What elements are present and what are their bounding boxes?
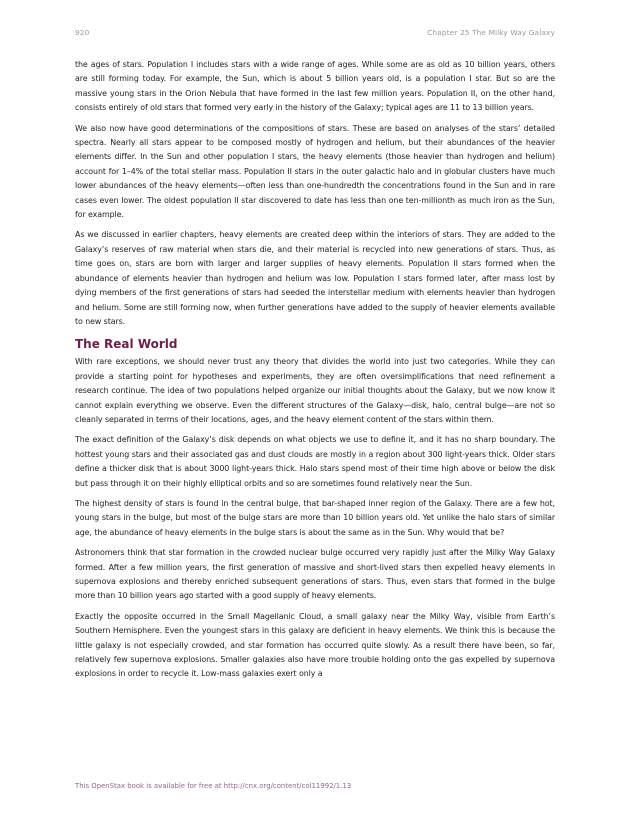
body-paragraph: The highest density of stars is found in the central bulge, that bar-shaped inner region of the Galaxy. There are a few hot, young stars in the bulge, but most of the bulge stars are more than 10 billion years old. Yet unlike the halo stars of similar age, the abundance of heavy elements in the bulge stars is about the same as in the Sun. Why would that be? [75, 498, 555, 537]
page-footer: This OpenStax book is available for free at http://cnx.org/content/col11992/1.13 [75, 782, 352, 790]
chapter-title: Chapter 25 The Milky Way Galaxy [427, 28, 555, 37]
body-paragraph: With rare exceptions, we should never trust any theory that divides the world into just two categories. While they can provide a starting point for hypotheses and experiments, they are often oversimplifications that need refinement a research continue. The idea of two populations helped organize our initial thoughts about the Galaxy, but we now know it cannot explain everything we observe. Even the different structures of the Galaxy—disk, halo, central bulge—are not so cleanly separated in terms of their locations, ages, and the heavy element content of the stars within them. [75, 357, 555, 424]
body-paragraph: the ages of stars. Population I includes stars with a wide range of ages. While some are as old as 10 billion years, others are still forming today. For example, the Sun, which is about 5 billion years old, is a population I star. But so are the massive young stars in the Orion Nebula that have formed in the last few million years. Population II, on the other hand, consists entirely of old stars that formed very early in the history of the Galaxy; typical ages are 11 to 13 billion years. [75, 60, 555, 113]
page-number: 920 [75, 28, 90, 37]
body-paragraph: Exactly the opposite occurred in the Small Magellanic Cloud, a small galaxy near the Milky Way, visible from Earth’s Southern Hemisphere. Even the youngest stars in this galaxy are deficient in heavy elements. We think this is because the little galaxy is not especially crowded, and star formation has occurred quite slowly. As a result there have been, so far, relatively few supernova explosions. Smaller galaxies also have more trouble holding onto the gas expelled by supernova explosions in order to recycle it. Low-mass galaxies exert only a [75, 611, 555, 679]
page-body [75, 58, 555, 688]
body-paragraph: We also now have good determinations of the compositions of stars. These are based on analyses of the stars’ detailed spectra. Nearly all stars appear to be composed mostly of hydrogen and helium, but their abundances of the heavier elements differ. In the Sun and other population I stars, the heavy elements (those heavier than hydrogen and helium) account for 1–4% of the total stellar mass. Population II stars in the outer galactic halo and in globular clusters have much lower abundances of the heavy elements—often less than one-hundredth the concentrations found in the Sun and in rare cases even lower. The oldest population II star discovered to date has less than one ten-millionth as much iron as the Sun, for example. [75, 123, 555, 220]
page-header [75, 28, 555, 42]
body-paragraph: Astronomers think that star formation in the crowded nuclear bulge occurred very rapidly just after the Milky Way Galaxy formed. After a few million years, the first generation of massive and short-lived stars then expelled heavy elements in supernova explosions and thereby enriched subsequent generations of stars. Thus, even stars that formed in the bulge more than 10 billion years ago started with a good supply of heavy elements. [75, 548, 555, 601]
section-heading: The Real World [75, 337, 178, 352]
body-paragraph: The exact definition of the Galaxy’s disk depends on what objects we use to define it, and it has no sharp boundary. The hottest young stars and their associated gas and dust clouds are mostly in a region about 300 light-years thick. Older stars define a thicker disk that is about 3000 light-years thick. Halo stars spend most of their time high above or below the disk but pass through it on their highly elliptical orbits and so are sometimes found relatively near the Sun. [75, 435, 555, 488]
body-paragraph: As we discussed in earlier chapters, heavy elements are created deep within the interiors of stars. They are added to the Galaxy’s reserves of raw material when stars die, and their material is recycled into new generations of stars. Thus, as time goes on, stars are born with larger and larger supplies of heavy elements. Population II stars formed when the abundance of elements heavier than hydrogen and helium was low. Population I stars formed later, after mass lost by dying members of the first generations of stars had seeded the interstellar medium with elements heavier than hydrogen and helium. Some are still forming now, when further generations have added to the supply of heavier elements available to new stars. [75, 230, 555, 326]
